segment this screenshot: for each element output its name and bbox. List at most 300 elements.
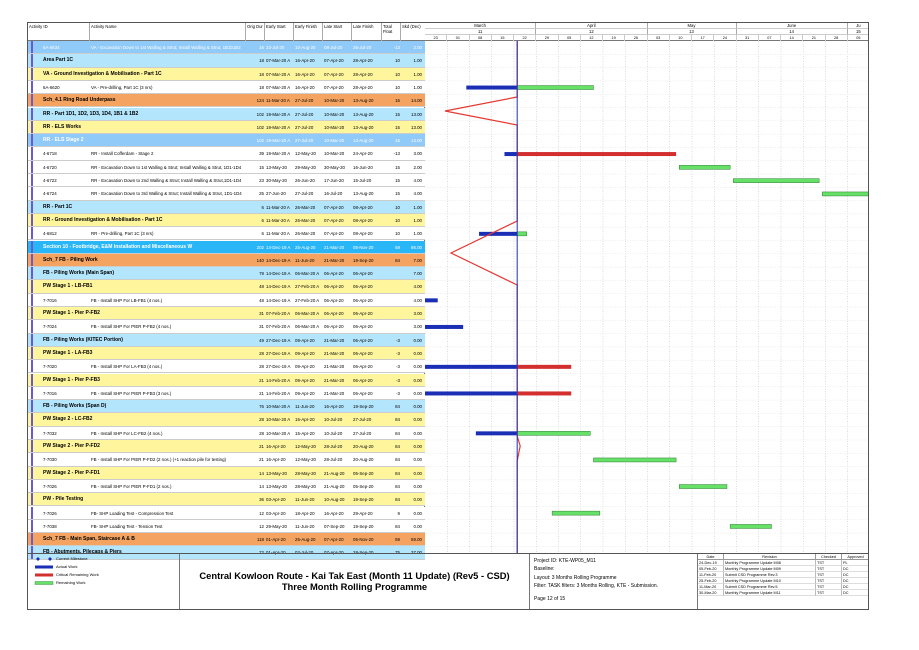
cell-tf bbox=[382, 307, 401, 320]
wbs-group-row[interactable] bbox=[28, 307, 425, 320]
cell-od: 16 bbox=[259, 45, 264, 50]
cell-es: 27-Dec-19 A bbox=[266, 364, 291, 370]
cell-es: 07-Mar-20 A bbox=[266, 71, 291, 77]
cell-name: FB - Install SHP For LA-FB3 (4 nos.) bbox=[91, 364, 163, 370]
wbs-indent-bar bbox=[31, 187, 33, 200]
layout-name: Layout: 3 Months Rolling Programme bbox=[534, 574, 617, 581]
cell-es: 27-Jun-20 bbox=[266, 191, 286, 197]
cell-sk: 59.00 bbox=[411, 537, 422, 543]
revision-cell: DC bbox=[842, 578, 869, 584]
cell-ls: 07-Apr-20 bbox=[324, 537, 344, 543]
cell-name: VA - Ground Investigation & Mobilisation - Part 1C bbox=[43, 70, 162, 77]
cell-od: 6 bbox=[261, 217, 264, 223]
cell-lf: 06-Apr-20 bbox=[353, 377, 373, 383]
cell-tf: 84 bbox=[395, 470, 400, 476]
cell-ef: 29-May-20 bbox=[295, 164, 316, 170]
revision-cell: DC bbox=[842, 584, 869, 590]
col-skd[interactable]: Skd (Dec) bbox=[402, 24, 421, 29]
revision-cell: 11-Feb-20 bbox=[698, 572, 724, 578]
wbs-group-row[interactable] bbox=[28, 121, 425, 134]
wbs-group-row[interactable] bbox=[28, 254, 425, 267]
cell-od: 23 bbox=[259, 178, 264, 183]
cell-sk: 0.00 bbox=[413, 497, 422, 503]
wbs-group-row[interactable] bbox=[28, 214, 425, 227]
cell-sk: 2.00 bbox=[413, 45, 422, 50]
activity-row[interactable] bbox=[28, 507, 425, 520]
cell-name: PW Stage 1 - Pier P-FB2 bbox=[43, 310, 100, 316]
wbs-group-row[interactable] bbox=[28, 134, 425, 147]
cell-lf: 25-Jul-20 bbox=[353, 45, 372, 50]
cell-sk: 0.00 bbox=[413, 417, 422, 423]
wbs-group-row[interactable] bbox=[28, 68, 425, 81]
cell-ef: 26-Mar-20 bbox=[295, 204, 316, 210]
cell-es: 23-Jul-20 bbox=[266, 45, 285, 50]
cell-sk: 14.00 bbox=[411, 98, 422, 104]
remaining-work-bar[interactable] bbox=[733, 179, 819, 183]
cell-name: RR - Part 1C bbox=[43, 203, 73, 210]
cell-ef: 12-May-20 bbox=[295, 151, 316, 157]
revision-cell: Monthly Programme Update M11 bbox=[724, 590, 816, 596]
actual-work-bar[interactable] bbox=[476, 431, 517, 435]
wbs-indent-bar bbox=[31, 254, 33, 267]
cell-id: 4-6718 bbox=[43, 151, 57, 157]
cell-ls: 16-Jul-20 bbox=[324, 191, 343, 197]
cell-tf: 15 bbox=[395, 178, 400, 183]
cell-sk: 0.00 bbox=[413, 510, 422, 516]
cell-name: FB - Piling Works (Main Span) bbox=[43, 270, 115, 277]
legend-remaining: Remaining Work bbox=[34, 580, 54, 586]
cell-od: 31 bbox=[259, 324, 264, 330]
cell-lf: 15-Jul-20 bbox=[353, 178, 372, 183]
cell-od: 25 bbox=[259, 191, 264, 197]
actual-work-bar[interactable] bbox=[479, 232, 517, 236]
wbs-group-row[interactable] bbox=[28, 280, 425, 293]
cell-es: 14-Dec-19 A bbox=[266, 284, 291, 290]
cell-sk: 0.00 bbox=[413, 390, 422, 396]
cell-lf: 27-Jul-20 bbox=[353, 417, 372, 423]
revision-cell: DC bbox=[842, 572, 869, 578]
cell-od: 14 bbox=[259, 470, 264, 476]
cell-name: Sch_4.1 Ring Road Underpass bbox=[43, 97, 116, 104]
col-activity-name[interactable]: Activity Name bbox=[90, 23, 246, 41]
cell-es: 03-Apr-20 bbox=[266, 510, 286, 516]
col-early-start[interactable]: Early Start bbox=[265, 23, 294, 41]
actual-work-bar[interactable] bbox=[466, 86, 517, 90]
wbs-group-row[interactable] bbox=[28, 54, 425, 67]
cell-es: 13-May-20 bbox=[266, 470, 287, 476]
wbs-group-row[interactable] bbox=[28, 347, 425, 360]
actual-bar-icon bbox=[34, 564, 54, 570]
cell-ls: 30-May-20 bbox=[324, 164, 345, 170]
cell-ef: 16-Apr-20 bbox=[295, 71, 315, 77]
remaining-bar-icon bbox=[34, 580, 54, 586]
wbs-indent-bar bbox=[31, 108, 33, 121]
activity-row[interactable] bbox=[28, 174, 425, 187]
timescale-week: 17 bbox=[692, 35, 714, 41]
cell-ef: 09-Apr-20 bbox=[295, 350, 315, 356]
cell-sk: 4.00 bbox=[413, 284, 422, 290]
wbs-indent-bar bbox=[31, 507, 33, 520]
cell-od: 202 bbox=[256, 244, 264, 250]
activity-row[interactable] bbox=[28, 427, 425, 440]
report-title: Central Kowloon Route - Kai Tak East (Month 11 Update) (Rev5 - CSD) bbox=[199, 570, 510, 581]
wbs-indent-bar bbox=[31, 54, 33, 67]
cell-es: 11-Mar-20 A bbox=[266, 98, 290, 104]
cell-ef: 25-Aug-20 bbox=[295, 244, 316, 250]
wbs-group-row[interactable] bbox=[28, 493, 425, 506]
activity-row[interactable] bbox=[28, 320, 425, 333]
footer bbox=[28, 553, 869, 610]
cell-ls: 28-Jul-20 bbox=[324, 444, 343, 449]
timescale-period: 13 bbox=[648, 29, 737, 35]
cell-od: 15 bbox=[259, 164, 264, 170]
cell-lf: 19-Sep-20 bbox=[353, 404, 374, 410]
cell-od: 21 bbox=[259, 457, 264, 463]
cell-ls: 21-Mar-20 bbox=[324, 337, 345, 343]
cell-ef: 11-Jun-20 bbox=[295, 257, 315, 263]
filter-text: Filter: TASK filters: 3 Months Rolling, KTE - Submission. bbox=[534, 583, 659, 590]
remaining-work-bar[interactable] bbox=[593, 458, 676, 462]
wbs-indent-bar bbox=[31, 360, 33, 373]
actual-work-bar[interactable] bbox=[504, 152, 517, 156]
cell-es: 03-Apr-20 bbox=[266, 497, 286, 503]
cell-tf bbox=[382, 320, 401, 333]
col-late-finish[interactable]: Late Finish bbox=[352, 23, 382, 41]
cell-name: FB - Abutments, Pilecaps & Piers bbox=[43, 549, 122, 556]
timescale-week: 07 bbox=[759, 35, 781, 41]
cell-ls: 21-Aug-20 bbox=[324, 470, 345, 476]
cell-tf: 84 bbox=[395, 483, 400, 489]
wbs-indent-bar bbox=[31, 467, 33, 480]
cell-lf: 05-Sep-20 bbox=[353, 470, 374, 476]
timescale-week: 28 bbox=[826, 35, 848, 41]
cell-sk: 37.00 bbox=[411, 550, 422, 556]
cell-ef: 25-Aug-20 bbox=[295, 537, 316, 543]
wbs-indent-bar bbox=[31, 453, 33, 466]
cell-tf: 84 bbox=[395, 430, 400, 436]
timescale-week: 23 bbox=[425, 35, 447, 41]
cell-name: FB - Piling Works (Span D) bbox=[43, 403, 107, 410]
cell-sk: 0.00 bbox=[413, 430, 422, 436]
critical-bar-icon bbox=[34, 572, 54, 578]
cell-ef: 06-Mar-20 A bbox=[295, 324, 320, 330]
timescale-week: 21 bbox=[803, 35, 825, 41]
cell-sk: 0.00 bbox=[413, 404, 422, 410]
cell-name: FB - Piling Works (KITEC Portion) bbox=[43, 336, 123, 343]
timescale-period: 12 bbox=[536, 29, 647, 35]
cell-od: 18 bbox=[259, 58, 264, 64]
cell-sk: 4.00 bbox=[413, 178, 422, 183]
wbs-group-row[interactable] bbox=[28, 400, 425, 413]
wbs-group-row[interactable] bbox=[28, 94, 425, 107]
cell-lf: 13-Aug-20 bbox=[353, 191, 374, 197]
wbs-indent-bar bbox=[31, 121, 33, 134]
cell-ls: 10-Mar-20 bbox=[324, 98, 345, 104]
timescale-week: 15 bbox=[492, 35, 514, 41]
cell-tf: -3 bbox=[396, 364, 400, 370]
cell-ef: 15-Apr-20 bbox=[295, 430, 315, 436]
cell-tf: 84 bbox=[395, 497, 400, 503]
cell-sk: 0.00 bbox=[413, 470, 422, 476]
cell-ef: 09-Apr-20 bbox=[295, 364, 315, 370]
cell-name: Section 10 - Footbridge, E&M Installation and Miscellaneous W bbox=[43, 243, 193, 250]
wbs-indent-bar bbox=[31, 320, 33, 333]
cell-ef: 16-Apr-20 bbox=[295, 58, 315, 64]
cell-ls: 07-Apr-20 bbox=[324, 204, 344, 210]
cell-lf: 13-Aug-20 bbox=[353, 138, 374, 144]
timescale-week: 24 bbox=[714, 35, 736, 41]
cell-sk: 1.00 bbox=[413, 71, 422, 77]
cell-ef: 27-Jul-20 bbox=[295, 124, 314, 130]
cell-od: 21 bbox=[259, 444, 264, 449]
cell-lf: 05-Sep-20 bbox=[353, 483, 374, 489]
cell-ls: 16-Apr-20 bbox=[324, 510, 344, 516]
cell-ls: 07-Apr-20 bbox=[324, 217, 344, 223]
activity-table bbox=[28, 23, 425, 556]
col-total-float[interactable]: Total Float bbox=[382, 23, 401, 41]
cell-tf bbox=[382, 294, 401, 307]
timescale-week: 31 bbox=[737, 35, 759, 41]
cell-ef: 16-Apr-20 bbox=[295, 84, 315, 90]
activity-row[interactable] bbox=[28, 520, 425, 533]
wbs-indent-bar bbox=[31, 280, 33, 293]
cell-od: 102 bbox=[256, 124, 264, 130]
wbs-group-row[interactable] bbox=[28, 413, 425, 426]
revision-cell: TST bbox=[816, 572, 842, 578]
cell-od: 28 bbox=[259, 350, 264, 356]
cell-id: 7-7030 bbox=[43, 457, 57, 463]
wbs-indent-bar bbox=[31, 520, 33, 533]
cell-name: FB - Install SHP For PIER P-FB2 (4 nos.) bbox=[91, 324, 172, 330]
remaining-work-bar[interactable] bbox=[730, 524, 771, 528]
cell-name: PW Stage 2 - Pier P-FD2 bbox=[43, 443, 100, 449]
cell-tf: -3 bbox=[396, 350, 400, 356]
cell-od: 102 bbox=[256, 111, 264, 117]
wbs-group-row[interactable] bbox=[28, 467, 425, 480]
cell-ls: 21-Mar-20 bbox=[324, 390, 345, 396]
actual-work-bar[interactable] bbox=[425, 325, 463, 329]
cell-lf: 06-Apr-20 bbox=[353, 297, 373, 303]
wbs-indent-bar bbox=[31, 94, 33, 107]
remaining-work-bar[interactable] bbox=[517, 232, 527, 236]
cell-ef: 27-Feb-20 A bbox=[295, 297, 320, 303]
cell-id: 7-7016 bbox=[43, 390, 57, 396]
wbs-indent-bar bbox=[31, 347, 33, 360]
cell-ls: 06-Apr-20 bbox=[324, 297, 344, 303]
cell-tf: 10 bbox=[395, 84, 400, 90]
col-early-finish[interactable]: Early Finish bbox=[294, 23, 323, 41]
cell-id: 4-6722 bbox=[43, 178, 57, 183]
remaining-work-bar[interactable] bbox=[679, 165, 730, 169]
wbs-indent-bar bbox=[31, 400, 33, 413]
activity-row[interactable] bbox=[28, 161, 425, 174]
cell-od: 21 bbox=[259, 377, 264, 383]
cell-name: FB - Install SHP For PIER P-FB3 (3 nos.) bbox=[91, 390, 172, 396]
cell-od: 102 bbox=[256, 138, 264, 144]
cell-name: RR - Excavation Down to 3rd Walling & Strut; Install Walling & Strut, 1D1-1D4 bbox=[91, 191, 242, 197]
wbs-group-row[interactable] bbox=[28, 267, 425, 280]
revision-cell: Monthly Programme Update M08 bbox=[724, 560, 816, 566]
wbs-group-row[interactable] bbox=[28, 533, 425, 546]
cell-es: 19-Mar-20 A bbox=[266, 138, 291, 144]
revision-cell: Monthly Programme Update M09 bbox=[724, 566, 816, 572]
cell-ef: 02-Jul-20 bbox=[295, 550, 314, 556]
cell-sk: 4.00 bbox=[413, 191, 422, 197]
cell-ef: 27-Jul-20 bbox=[295, 138, 314, 144]
cell-es: 30-May-20 bbox=[266, 178, 287, 183]
cell-lf: 06-Apr-20 bbox=[353, 337, 373, 343]
cell-lf: 06-Apr-20 bbox=[353, 271, 373, 277]
cell-od: 39 bbox=[259, 151, 264, 157]
wbs-indent-bar bbox=[31, 374, 33, 387]
wbs-group-row[interactable] bbox=[28, 440, 425, 453]
wbs-indent-bar bbox=[31, 134, 33, 147]
remaining-work-bar[interactable] bbox=[679, 485, 727, 489]
cell-ls: 10-Mar-20 bbox=[324, 124, 345, 130]
critical-remaining-bar[interactable] bbox=[517, 391, 571, 395]
cell-name: RR - Excavation Down to 1st Walling & Strut; Install Walling & Strut, 1D1-1D4 bbox=[91, 164, 242, 170]
revision-cell: DC bbox=[842, 590, 869, 596]
cell-sk: 86.00 bbox=[411, 244, 422, 250]
cell-tf: 84 bbox=[395, 417, 400, 423]
gantt-body bbox=[425, 41, 869, 553]
cell-od: 28 bbox=[259, 364, 264, 370]
cell-tf: 9 bbox=[397, 510, 400, 516]
cell-es: 16-Apr-20 bbox=[266, 444, 286, 449]
cell-ls: 07-Apr-20 bbox=[324, 550, 344, 556]
revision-cell: Monthly Programme Update M10 bbox=[724, 578, 816, 584]
cell-ef: 11-Jun-20 bbox=[295, 404, 315, 410]
cell-sk: 0.00 bbox=[413, 377, 422, 383]
baseline: Baseline: bbox=[534, 566, 555, 573]
wbs-indent-bar bbox=[31, 147, 33, 160]
cell-es: 07-Mar-20 A bbox=[266, 84, 291, 90]
critical-remaining-bar[interactable] bbox=[517, 365, 571, 369]
remaining-work-bar[interactable] bbox=[552, 511, 600, 515]
cell-ls: 21-Mar-20 bbox=[324, 377, 345, 383]
wbs-indent-bar bbox=[31, 41, 33, 54]
cell-tf: 15 bbox=[395, 191, 400, 197]
cell-ls: 10-Mar-20 bbox=[324, 151, 345, 157]
cell-tf: -13 bbox=[393, 45, 400, 50]
actual-work-bar[interactable] bbox=[425, 391, 517, 395]
cell-ef: 11-Jun-20 bbox=[295, 523, 315, 529]
legend-milestone: Current Milestone bbox=[34, 556, 54, 562]
timescale-week: 08 bbox=[470, 35, 492, 41]
cell-tf: 59 bbox=[395, 244, 400, 250]
report-subtitle: Three Month Rolling Programme bbox=[281, 581, 428, 592]
cell-tf: 10 bbox=[395, 58, 400, 64]
cell-name: Area Part 1C bbox=[43, 57, 74, 64]
timescale-week: 01 bbox=[447, 35, 469, 41]
wbs-group-row[interactable] bbox=[28, 201, 425, 214]
cell-name: RR - ELS Stage 2 bbox=[43, 137, 84, 144]
activity-row[interactable] bbox=[28, 453, 425, 466]
wbs-indent-bar bbox=[31, 241, 33, 254]
cell-es: 27-Dec-19 A bbox=[266, 337, 291, 343]
cell-ls: 06-Apr-20 bbox=[324, 271, 344, 277]
wbs-indent-bar bbox=[31, 227, 33, 240]
revision-cell: TST bbox=[816, 584, 842, 590]
timescale-month: June bbox=[737, 23, 848, 29]
cell-es: 11-Mar-20 A bbox=[266, 231, 290, 237]
revision-cell: TST bbox=[816, 590, 842, 596]
remaining-work-bar[interactable] bbox=[517, 86, 593, 90]
cell-tf: 84 bbox=[395, 457, 400, 463]
cell-name: Sch_7 FB - Main Span, Staircase A & B bbox=[43, 536, 135, 543]
table-header bbox=[28, 23, 425, 41]
activity-row[interactable] bbox=[28, 187, 425, 200]
activity-row[interactable] bbox=[28, 294, 425, 307]
cell-sk: 2.00 bbox=[413, 164, 422, 170]
cell-id: 4-6812 bbox=[43, 231, 57, 237]
activity-row[interactable] bbox=[28, 360, 425, 373]
wbs-indent-bar bbox=[31, 161, 33, 174]
col-late-start[interactable]: Late Start bbox=[323, 23, 352, 41]
cell-tf: -3 bbox=[396, 337, 400, 343]
cell-es: 14-Dec-19 A bbox=[266, 271, 291, 277]
wbs-indent-bar bbox=[31, 533, 33, 546]
wbs-group-row[interactable] bbox=[28, 108, 425, 121]
actual-work-bar[interactable] bbox=[425, 298, 438, 302]
wbs-indent-bar bbox=[31, 427, 33, 440]
cell-es: 14-Feb-20 A bbox=[266, 390, 291, 396]
cell-es: 01-Apr-20 bbox=[266, 537, 286, 543]
revision-cell: Submit CSD Programme Rev.5 bbox=[724, 584, 816, 590]
cell-lf: 06-Apr-20 bbox=[353, 324, 373, 330]
cell-sk: 4.00 bbox=[413, 297, 422, 303]
cell-sk: 0.00 bbox=[413, 483, 422, 489]
cell-name: Sch_7 FB - Piling Work bbox=[43, 256, 98, 263]
activity-row[interactable] bbox=[28, 41, 425, 54]
col-orig-dur[interactable]: Orig Dur bbox=[246, 23, 265, 41]
cell-es: 13-May-20 bbox=[266, 164, 287, 170]
cell-od: 36 bbox=[259, 497, 264, 503]
remaining-work-bar[interactable] bbox=[517, 431, 590, 435]
cell-ef: 12-May-20 bbox=[295, 457, 316, 463]
timescale-week: 03 bbox=[648, 35, 670, 41]
cell-sk: 0.00 bbox=[413, 337, 422, 343]
cell-tf: -13 bbox=[393, 151, 400, 157]
activity-row[interactable] bbox=[28, 81, 425, 94]
activity-row[interactable] bbox=[28, 480, 425, 493]
col-activity-id[interactable]: Activity ID bbox=[28, 23, 90, 41]
timescale-month: May bbox=[648, 23, 737, 29]
cell-id: 7-7016 bbox=[43, 297, 57, 303]
wbs-indent-bar bbox=[31, 201, 33, 214]
cell-lf: 06-Apr-20 bbox=[353, 311, 373, 316]
activity-row[interactable] bbox=[28, 147, 425, 160]
revision-header: Revision bbox=[724, 554, 816, 560]
timescale-header bbox=[425, 23, 869, 41]
cell-od: 48 bbox=[259, 284, 264, 290]
cell-es: 10-Mar-20 A bbox=[266, 404, 291, 410]
remaining-work-bar[interactable] bbox=[822, 192, 869, 196]
activity-row[interactable] bbox=[28, 227, 425, 240]
cell-tf bbox=[382, 280, 401, 293]
activity-row[interactable] bbox=[28, 387, 425, 400]
critical-remaining-bar[interactable] bbox=[517, 152, 676, 156]
wbs-group-row[interactable] bbox=[28, 374, 425, 387]
actual-work-bar[interactable] bbox=[425, 365, 517, 369]
wbs-group-row[interactable] bbox=[28, 334, 425, 347]
cell-ls: 10-Jul-20 bbox=[324, 430, 343, 436]
cell-ls: 10-Mar-20 bbox=[324, 138, 345, 144]
timescale-period: 11 bbox=[425, 29, 536, 35]
wbs-group-row[interactable] bbox=[28, 241, 425, 254]
cell-es: 14-Dec-19 A bbox=[266, 244, 291, 250]
cell-ls: 21-Mar-20 bbox=[324, 364, 345, 370]
